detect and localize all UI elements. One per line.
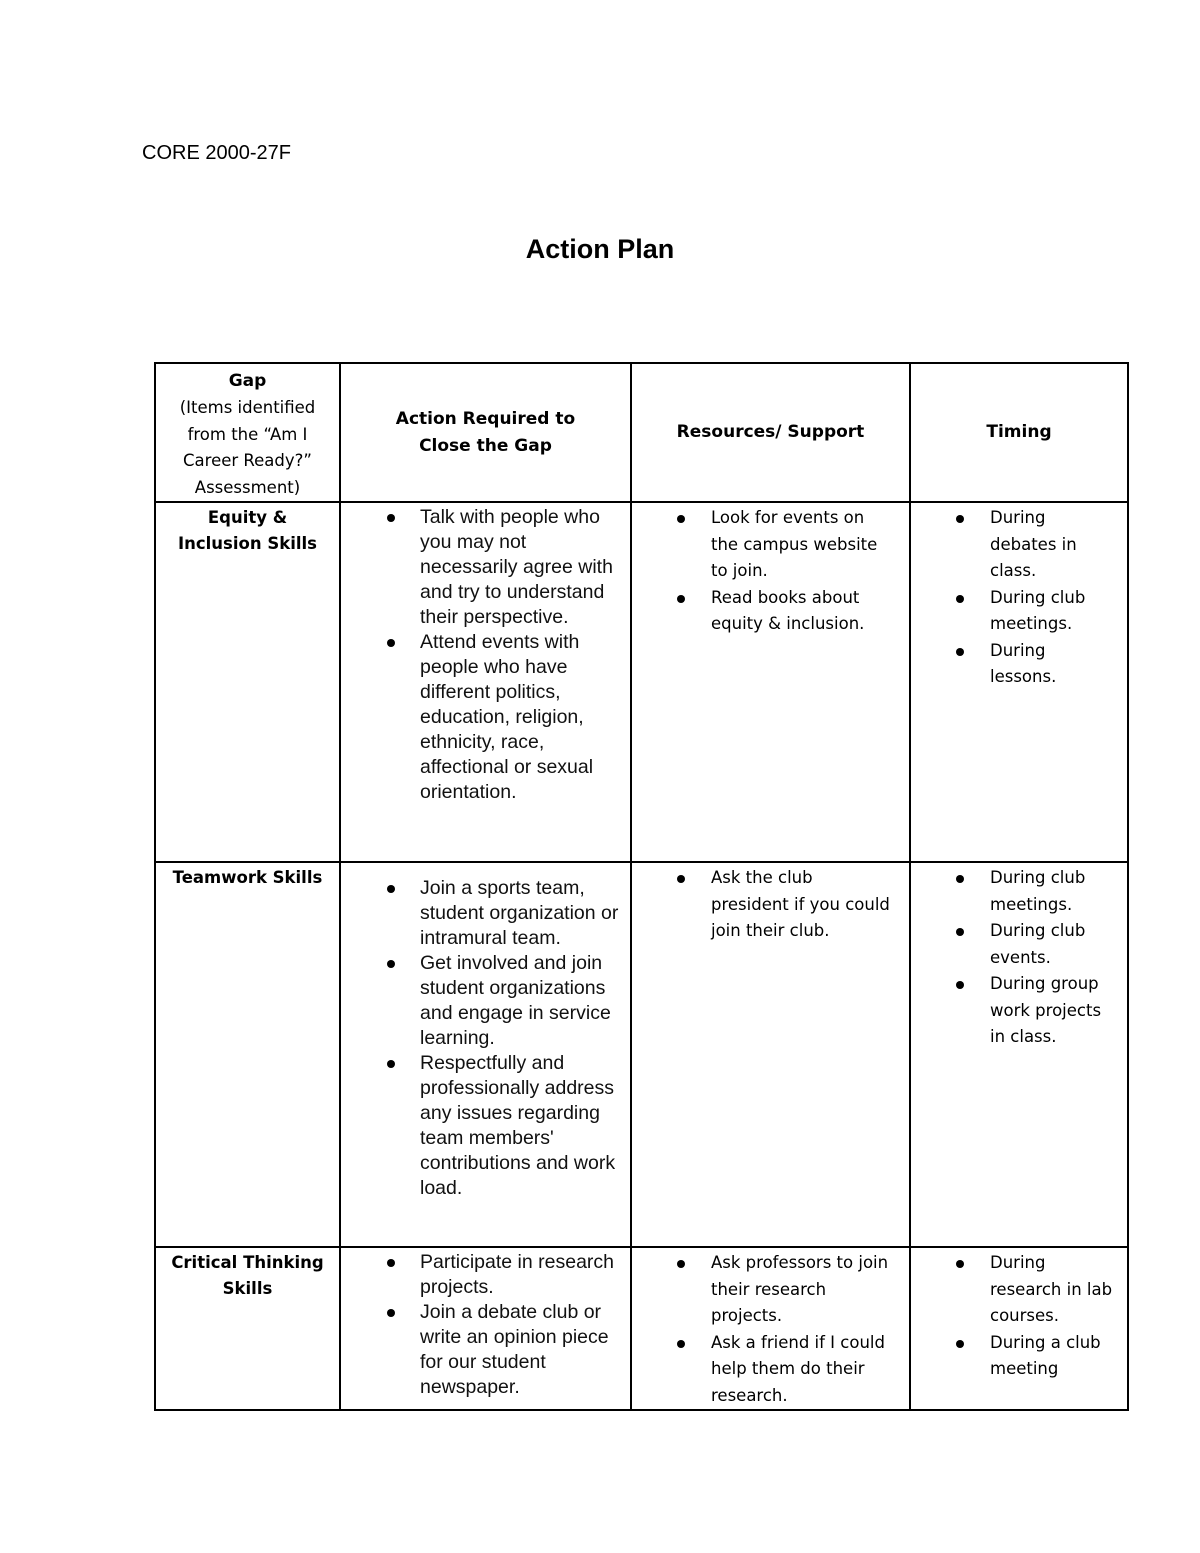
list-item: During lessons. <box>990 638 1105 691</box>
resources-cell <box>631 502 910 862</box>
resources-cell <box>631 1247 910 1410</box>
list-item: During group work projects in class. <box>990 971 1113 1051</box>
gap-label: Equity & Inclusion Skills <box>177 508 318 553</box>
timing-cell <box>910 502 1128 862</box>
list-item: Read books about equity & inclusion. <box>711 585 891 638</box>
resources-cell <box>631 862 910 1247</box>
header-gap-subtitle: (Items identified from the “Am I Career Ready?” Assessment) <box>179 398 316 497</box>
action-cell <box>340 862 631 1247</box>
header-resources <box>631 363 910 502</box>
list-item: Ask the club president if you could join their club. <box>711 865 891 945</box>
action-cell <box>340 1247 631 1410</box>
resources-list <box>632 865 909 945</box>
timing-cell <box>910 1247 1128 1410</box>
table-row <box>155 862 1128 1247</box>
list-item: Respectfully and professionally address any issues regarding team members' contributions and work load. <box>420 1051 622 1201</box>
list-item: Attend events with people who have different politics, education, religion, ethnicity, race, affectional or sexual orientation. <box>420 630 622 805</box>
header-action-label: Action Required to Close the Gap <box>395 408 576 456</box>
list-item: Participate in research projects. <box>420 1250 622 1300</box>
list-item: Get involved and join student organizations and engage in service learning. <box>420 951 622 1051</box>
resources-list <box>632 505 909 638</box>
header-timing <box>910 363 1128 502</box>
timing-list <box>911 865 1127 1051</box>
course-code: CORE 2000-27F <box>142 142 291 164</box>
timing-list <box>911 505 1127 691</box>
table-header-row <box>155 363 1128 502</box>
list-item: Ask a friend if I could help them do their research. <box>711 1330 901 1410</box>
gap-cell <box>155 502 340 862</box>
action-list <box>341 505 630 805</box>
action-cell <box>340 502 631 862</box>
resources-list <box>632 1250 909 1409</box>
header-timing-label: Timing <box>986 422 1052 442</box>
list-item: Join a debate club or write an opinion piece for our student newspaper. <box>420 1300 622 1400</box>
list-item: Talk with people who you may not necessarily agree with and try to understand their perspective. <box>420 505 622 630</box>
gap-cell <box>155 1247 340 1410</box>
header-gap-title: Gap <box>228 371 267 391</box>
timing-cell <box>910 862 1128 1247</box>
action-plan-table <box>154 362 1129 1411</box>
table-row <box>155 502 1128 862</box>
list-item: Look for events on the campus website to join. <box>711 505 891 585</box>
list-item: During research in lab courses. <box>990 1250 1113 1330</box>
header-gap <box>155 363 340 502</box>
page-title: Action Plan <box>525 234 675 264</box>
table-row <box>155 1247 1128 1410</box>
gap-label: Critical Thinking Skills <box>171 1253 324 1298</box>
timing-list <box>911 1250 1127 1383</box>
gap-cell <box>155 862 340 1247</box>
action-list <box>341 876 630 1201</box>
header-action <box>340 363 631 502</box>
action-list <box>341 1250 630 1400</box>
list-item: During debates in class. <box>990 505 1105 585</box>
header-resources-label: Resources/ Support <box>676 422 865 442</box>
list-item: Ask professors to join their research projects. <box>711 1250 901 1330</box>
list-item: During club meetings. <box>990 865 1113 918</box>
list-item: During club meetings. <box>990 585 1105 638</box>
list-item: Join a sports team, student organization or intramural team. <box>420 876 622 951</box>
gap-label: Teamwork Skills <box>172 868 323 887</box>
list-item: During a club meeting <box>990 1330 1113 1383</box>
list-item: During club events. <box>990 918 1113 971</box>
